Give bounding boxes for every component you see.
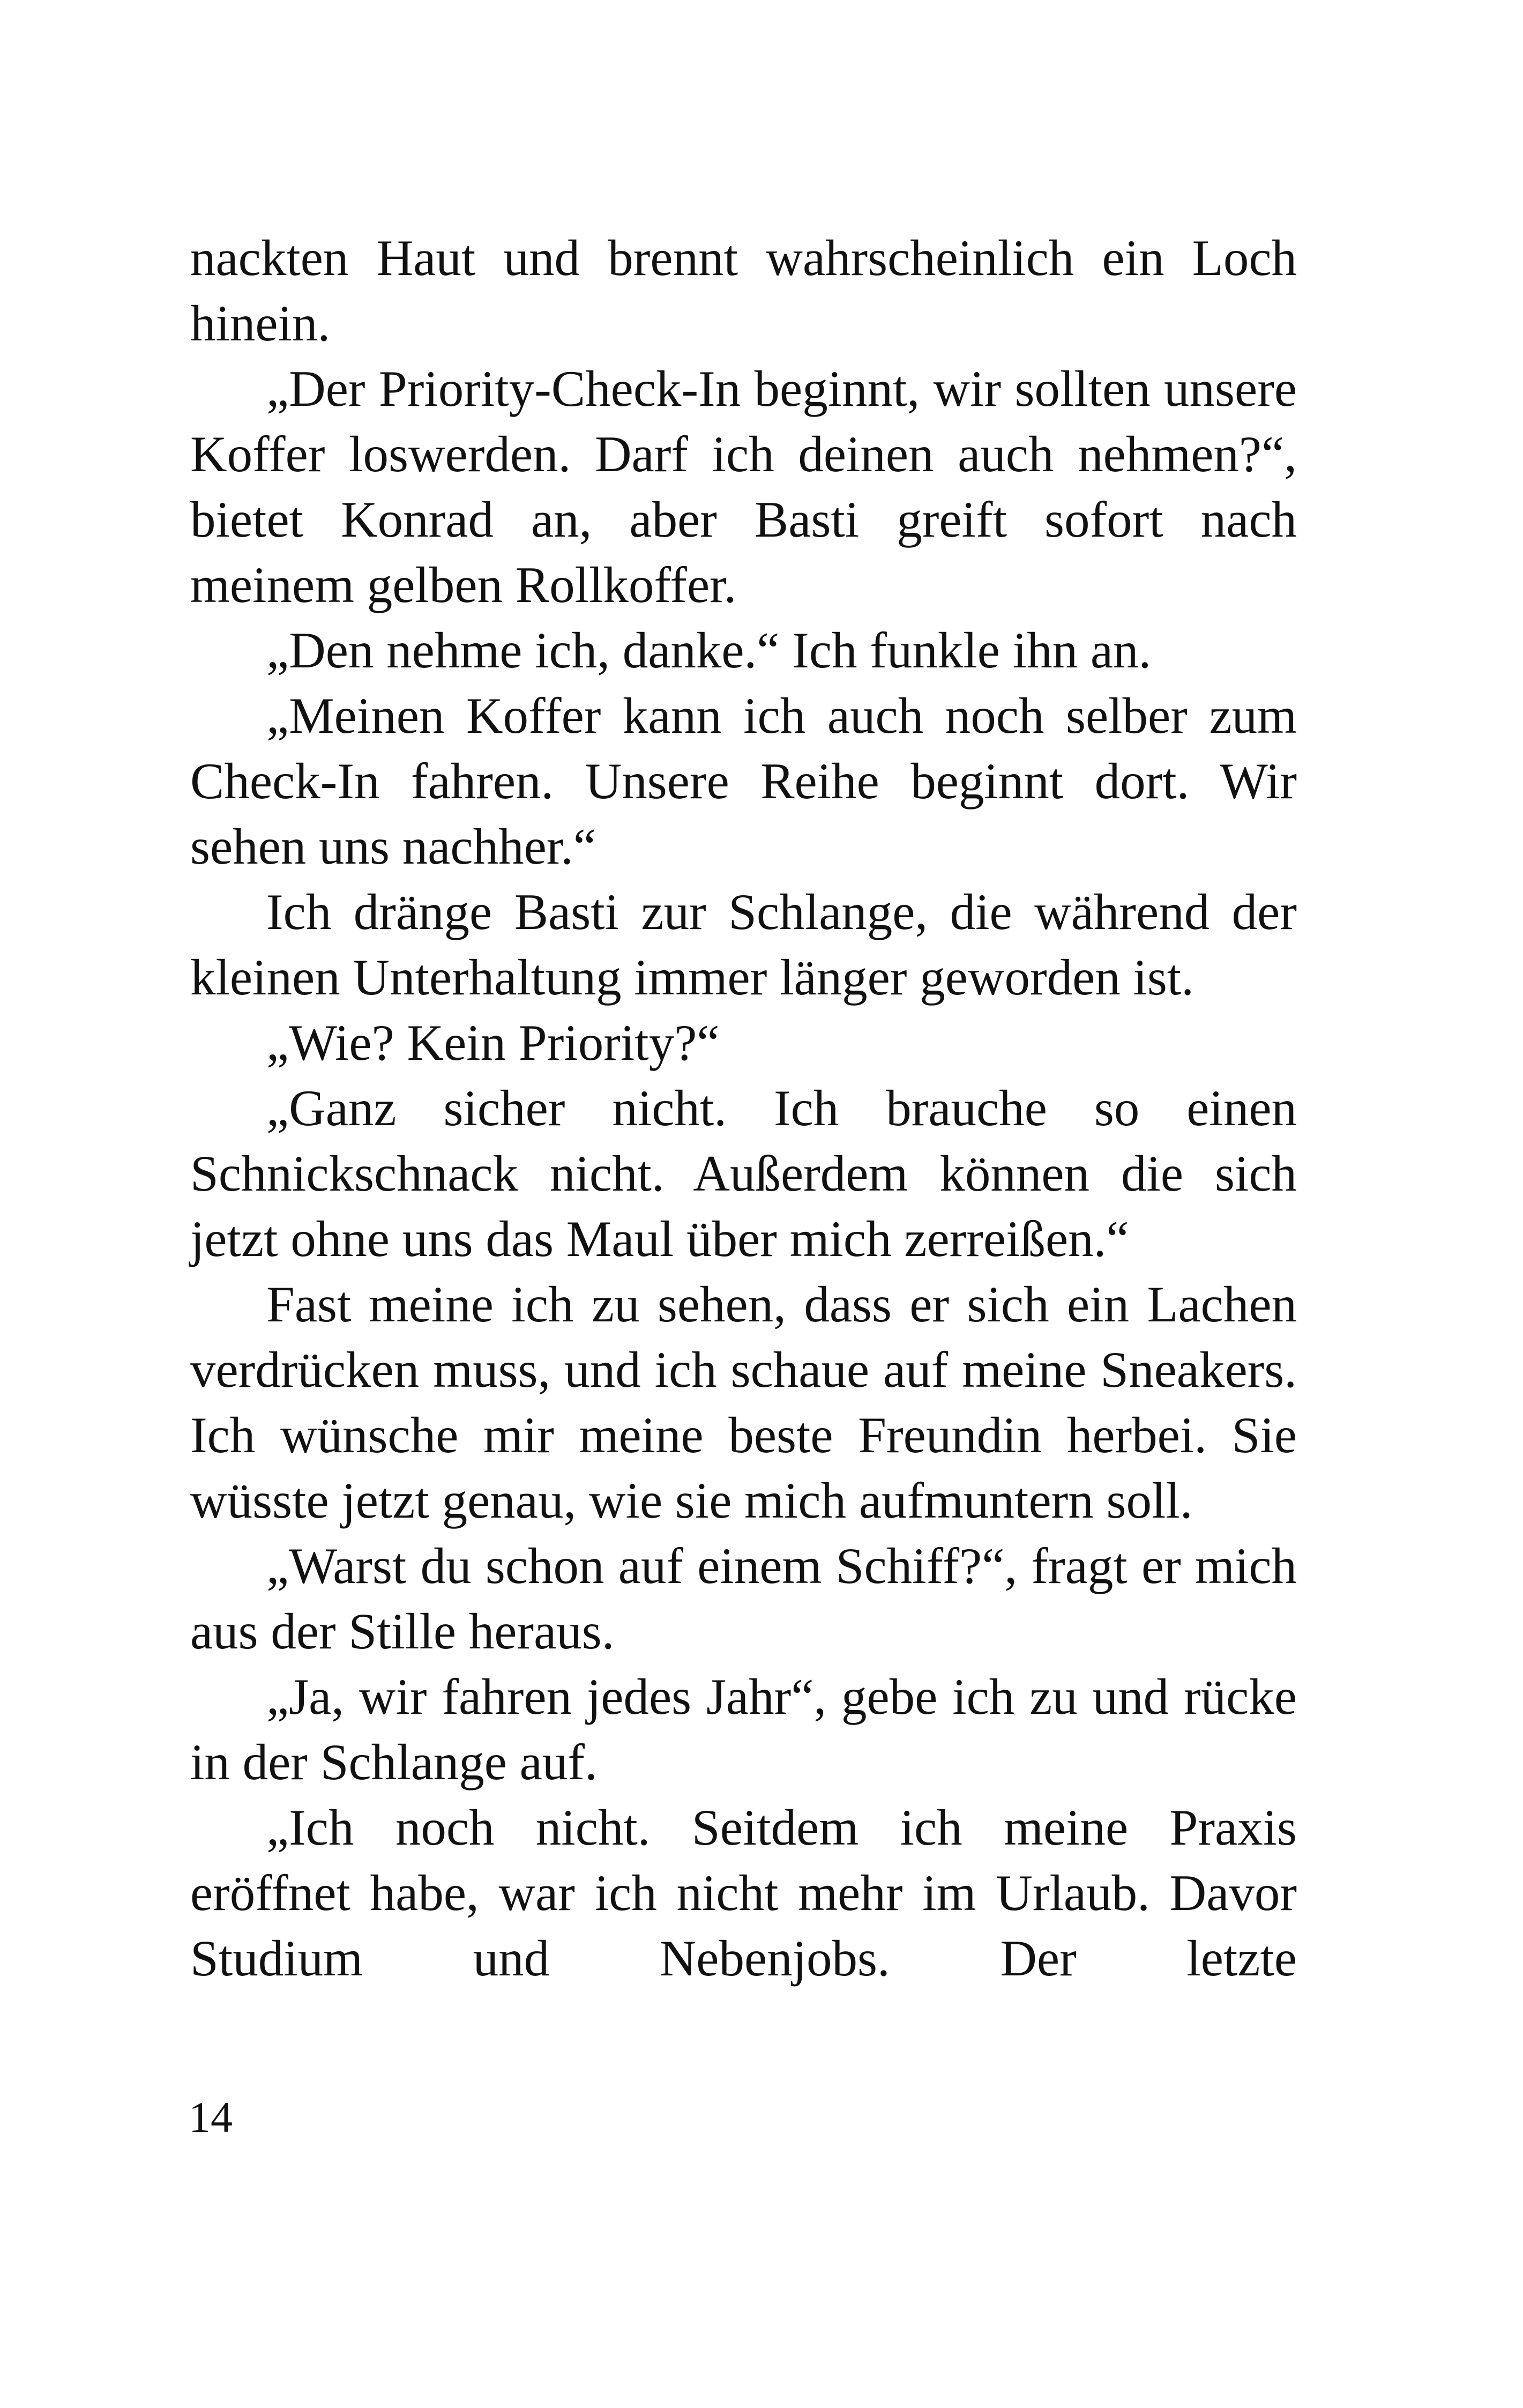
paragraph-kein-priority: „Wie? Kein Priority?“ [266, 1014, 720, 1071]
paragraph-fast-meine-ich: Fast meine ich zu sehen, dass er sich ein Lachen verdrücken muss, und ich schaue auf meine Sneakers. Ich wünsche mir meine beste Freundin herbei. Sie wüsste jetzt genau, wie sie mich aufmuntern soll. [190, 1276, 1297, 1529]
paragraph-ich-noch-nicht: „Ich noch nicht. Seitdem ich meine Praxis eröffnet habe, war ich nicht mehr im Urlaub. Davor Studium und Nebenjobs. Der letzte [190, 1799, 1297, 1987]
paragraph-ja-wir-fahren: „Ja, wir fahren jedes Jahr“, gebe ich zu und rücke in der Schlange auf. [190, 1668, 1297, 1790]
body-text [190, 225, 1297, 1991]
paragraph-ganz-sicher-nicht: „Ganz sicher nicht. Ich brauche so einen Schnickschnack nicht. Außerdem können die sich jetzt ohne uns das Maul über mich zerreißen.“ [190, 1080, 1297, 1267]
paragraph-schlange: Ich dränge Basti zur Schlange, die während der kleinen Unterhaltung immer länger geworden ist. [190, 883, 1297, 1006]
paragraph-meinen-koffer: „Meinen Koffer kann ich auch noch selber zum Check-In fahren. Unsere Reihe beginnt dort. Wir sehen uns nachher.“ [190, 687, 1297, 875]
paragraph-continuation: nackten Haut und brennt wahrscheinlich ein Loch hinein. [190, 229, 1297, 352]
paragraph-priority-check-in: „Der Priority-Check-In beginnt, wir sollten unsere Koffer loswerden. Darf ich deinen auch nehmen?“, bietet Konrad an, aber Basti greift sofort nach meinem gelben Rollkoffer. [190, 360, 1297, 613]
paragraph-warst-du: „Warst du schon auf einem Schiff?“, fragt er mich aus der Stille heraus. [190, 1537, 1297, 1660]
page-number: 14 [189, 2093, 233, 2142]
paragraph-den-nehme-ich: „Den nehme ich, danke.“ Ich funkle ihn an. [266, 622, 1152, 679]
